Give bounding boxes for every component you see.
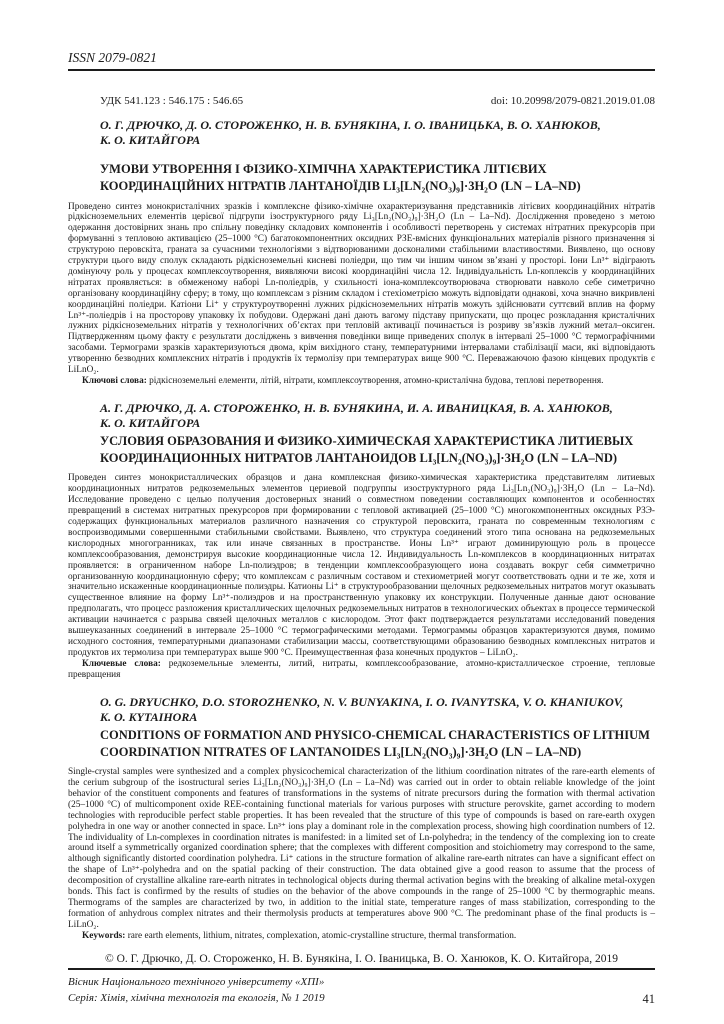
title-ua-line2: КООРДИНАЦІЙНИХ НІТРАТІВ ЛАНТАНОЇДІВ LI₃[LN₂(NO₃)₉]·3H₂O (LN – LA–ND) bbox=[100, 179, 581, 194]
title-en-line2: COORDINATION NITRATES OF LANTANOIDES LI₃[LN₂(NO₃)₉]·3H₂O (LN – LA–ND) bbox=[100, 744, 582, 759]
section-ukrainian bbox=[68, 118, 655, 387]
keywords-ru bbox=[68, 659, 655, 681]
title-ua-line1: УМОВИ УТВОРЕННЯ І ФІЗИКО-ХІМІЧНА ХАРАКТЕРИСТИКА ЛІТІЄВИХ bbox=[100, 162, 547, 176]
authors-ua bbox=[68, 118, 655, 148]
footer-rule bbox=[68, 968, 655, 970]
abstract-ua: Проведено синтез монокристалічних зразків і комплексне фізико-хімічне охарактеризування представників літієвих координаційних нітратів рідкісноземельних елементів церієвої підгрупи ізоструктурного ряду Li₃[Ln₂(NO₃)₉]·3H₂O (Ln – La–Nd). Дослідження проведено з метою одержання достовірних знань про спільну поведінку складових компонентів і особливості перетворень у системах нітратних прекурсорів при формуванні з тепловою активацією (25–1000 °С) багатокомпонентних оксидних РЗЕ-вмісних функціональних матеріалів різного призначення зі структурою перовскіта, граната за сучасними технологіями з відтворюваними досконалими стабільними властивостями. Виявлено, що основу структури цього виду сполук складають рідкісноземельні кисневі поліедри, що тим чи іншим чином зв’язані у просторі. Іони Ln³⁺ відіграють домінуючу роль у процесах комплексоутворення, виявляючи високі координаційні числа 12. Індивідуальність Ln-коплексів у координаційних нітратах проявляється: в обмеженому наборі Ln-поліедрів, у схильності іона-комплексоутворювача створювати навколо себе симетрично організовану координаційну сферу; в тому, що комплексам з різним складом і стехіометрією можуть відповідати однакові, хоча значно викривлені координаційні поліедри. Катіони Li⁺ у структуроутворенні лужних рідкісноземельних нітратів можуть здійснювати суттєвий вплив на форму Ln³⁺-поліедрів і на просторову упаковку їх побудови. Одержані дані дають вагому підставу припускати, що процес розкладання кристалічних лужних рідкісноземельних нітратів у технологічних об’єктах при тепловій активації починається із розриву зв’язків лужний метал–оксиген. Підтвердженням цьому факту є результати досліджень з вивчення поведінки вище приведених сполук в інтервалі 25–1000 °С термографічними засобами. Термограми зразків характеризуються двома, крім вихідного стану, температурними інтервалами стабілізації маси, які відповідають утворенню безводних комплексних нітратів і продуктів їх термолізу при температурах вище 900 °С. Переважаючою фазою кінцевих продуктів є LiLnO₂. bbox=[68, 201, 655, 376]
doi-label: doi: 10.20998/2079-0821.2019.01.08 bbox=[490, 95, 655, 107]
title-ru-line2: КООРДИНАЦИОННЫХ НИТРАТОВ ЛАНТАНОИДОВ LI₃[LN₂(NO₃)₉]·3H₂O (LN – LA–ND) bbox=[100, 451, 618, 466]
authors-ua-line1: О. Г. ДРЮЧКО, Д. О. СТОРОЖЕНКО, Н. В. БУНЯКІНА, І. О. ІВАНИЦЬКА, В. О. ХАНЮКОВ, bbox=[100, 118, 601, 132]
section-english bbox=[68, 695, 655, 942]
abstract-en: Single-crystal samples were synthesized and a complex physicochemical characterization of the lithium coordination nitrates of the rare-earth elements of the cerium subgroup of the isostructural series Li₃[Ln₂(NO₃)₉]·3H₂O (Ln – La–Nd) was carried out in order to obtain reliable knowledge of the joint behavior of the constituent components and features of transformations in the systems of nitrate precursors during the formation with thermal activation (25–1000 °C) of multicomponent oxide REE-containing functional materials for various purposes with structure perovskite, garnet according to modern technologies with reproducible perfect stable properties. It has been revealed that the structure of this type of compounds is based on rare-earth oxygen polyhedra in one way or another connected in space. Ln³⁺ ions play a dominant role in the complexation process, showing high coordination numbers of 12. The individuality of Ln-complexes in coordination nitrates is manifested: in a limited set of Ln-polyhedra; in the tendency of the complexing ion to create around itself a symmetrically organized coordination sphere; that the complexes with different composition and stoichiometry may correspond to the same, although significantly distorted coordination polyhedra. Li⁺ cations in the structure formation of alkaline rare-earth nitrates can have a significant effect on the shape of Ln³⁺-polyhedra and on the spatial packing of their construction. The data obtained give a good reason to assume that the process of decomposition of crystalline alkaline rare-earth nitrates in technological objects during thermal activation begins with the breaking of alkaline metal-oxygen bonds. This fact is confirmed by the results of studies on the behavior of the above compounds in the range of 25–1000 °C by thermographic means. Thermograms of the samples are characterized by two, in addition to the initial state, temperature ranges of mass stabilization, corresponding to the formation of anhydrous complex nitrates and their thermolysis products at temperatures above 900 °C. The predominant phase of the final products is – LiLnO₂. bbox=[68, 767, 655, 930]
udc-label: УДК 541.123 : 546.175 : 546.65 bbox=[100, 95, 244, 107]
page-number: 41 bbox=[642, 991, 655, 1006]
keywords-en bbox=[68, 931, 655, 942]
article-title-en bbox=[68, 727, 655, 762]
abstract-ru: Проведен синтез монокристаллических образцов и дана комплексная физико-химическая характеристика представителям литиевых координационных нитратов редкоземельных элементов цериевой подгруппы изоструктурного ряда Li₃[Ln₂(NO₃)₉]·3H₂O (Ln – La–Nd). Исследование проведено с целью получения достоверных знаний о совместном поведении составляющих компонентов и особенностях превращений в системах нитратных прекурсоров при формировании с тепловой активацией (25–1000 °С) многокомпонентных оксидных РЗЭ-содержащих функциональных материалов различного назначения со структурой перовскита, граната по современным технологиям с воспроизводимыми совершенными стабильными свойствами. Выявлено, что структура соединений этого типа основана на редкоземельных кислородных многогранниках, так или иначе связанных в пространстве. Ионы Ln³⁺ играют доминирующую роль в процессе комплексообразования, демонстрируя высокие координационные числа 12. Индивидуальность Ln-комплексов в координационных нитратах проявляется: в ограниченном наборе Ln-полиэдров; в тенденции комплексообразующего иона создавать вокруг себя симметрично организованную координационную сферу; что комплексам с различным составом и стехиометрией могут соответствовать одни и те же, хотя и значительно искаженные координационные полиэдры. Катионы Li⁺ в структурообразовании щелочных редкоземельных нитратов могут оказывать существенное влияние на форму Ln³⁺-полиэдров и на пространственную упаковку их конструкции. Полученные данные дают основание предполагать, что процесс разложения кристаллических щелочных редкоземельных нитратов в технологических объектах в процессе термической активации начинается с разрыва связей щелочных металлов с кислородом. Этот факт подтверждается результатами исследований поведения вышеуказанных соединений в интервале 25–1000 °С термографическими методами. Термограммы образцов характеризуются двумя, помимо исходного состояния, температурными диапазонами стабилизации массы, соответствующими образованию безводных комплексных нитратов и продуктов их термолиза при температурах выше 900 °С. Преимущественная фаза конечных продуктов – LiLnO₂. bbox=[68, 473, 655, 658]
title-en-line1: CONDITIONS OF FORMATION AND PHYSICO-CHEMICAL CHARACTERISTICS OF LITHIUM bbox=[100, 727, 650, 742]
copyright-line: © О. Г. Дрючко, Д. О. Стороженко, Н. В. Бунякіна, І. О. Іваницька, В. О. Ханюков, К. О. Китайгора, 2019 bbox=[104, 952, 619, 965]
authors-en bbox=[68, 695, 655, 725]
issn-label: ISSN 2079-0821 bbox=[68, 50, 157, 65]
keywords-ua-label: Ключові слова: bbox=[82, 376, 147, 386]
authors-ru-line2: К. О. КИТАЙГОРА bbox=[100, 415, 201, 430]
authors-ua-line2: К. О. КИТАЙГОРА bbox=[100, 133, 201, 147]
authors-ru bbox=[68, 401, 655, 431]
footer-series-title: Серія: Хімія, хімічна технологія та екологія, № 1 2019 bbox=[68, 991, 325, 1004]
authors-en-line2: K. O. KYTAIHORA bbox=[100, 709, 198, 724]
keywords-en-label: Keywords: bbox=[82, 930, 126, 941]
article-title-ua bbox=[68, 161, 655, 196]
keywords-en-text: rare earth elements, lithium, nitrates, complexation, atomic-crystalline structure, thermal transformation. bbox=[125, 930, 517, 941]
title-ru-line1: УСЛОВИЯ ОБРАЗОВАНИЯ И ФИЗИКО-ХИМИЧЕСКАЯ ХАРАКТЕРИСТИКА ЛИТИЕВЫХ bbox=[100, 433, 634, 448]
keywords-ru-text: редкоземельные элементы, литий, нитраты, комплексообразование, атомно-кристаллическое строение, тепловые превращения bbox=[68, 658, 655, 680]
keywords-ua bbox=[68, 376, 655, 387]
meta-row bbox=[68, 95, 655, 107]
footer-journal-title: Вісник Національного технічного університету «ХПІ» bbox=[68, 975, 325, 988]
authors-ru-line1: А. Г. ДРЮЧКО, Д. А. СТОРОЖЕНКО, Н. В. БУНЯКИНА, И. А. ИВАНИЦКАЯ, В. А. ХАНЮКОВ, bbox=[100, 400, 613, 415]
keywords-ua-text: рідкісноземельні елементи, літій, нітрати, комплексоутворення, атомно-кристалічна будова, теплові перетворення. bbox=[146, 376, 604, 386]
authors-en-line1: O. G. DRYUCHKO, D.O. STOROZHENKO, N. V. BUNYAKINA, I. O. IVANYTSKA, V. O. KHANIUKOV, bbox=[100, 694, 624, 709]
footer-meta bbox=[68, 975, 325, 1007]
page-footer bbox=[68, 975, 655, 1007]
header-rule bbox=[68, 0, 655, 71]
article-title-ru bbox=[68, 433, 655, 468]
section-russian bbox=[68, 401, 655, 681]
keywords-ru-label: Ключевые слова: bbox=[82, 658, 161, 669]
